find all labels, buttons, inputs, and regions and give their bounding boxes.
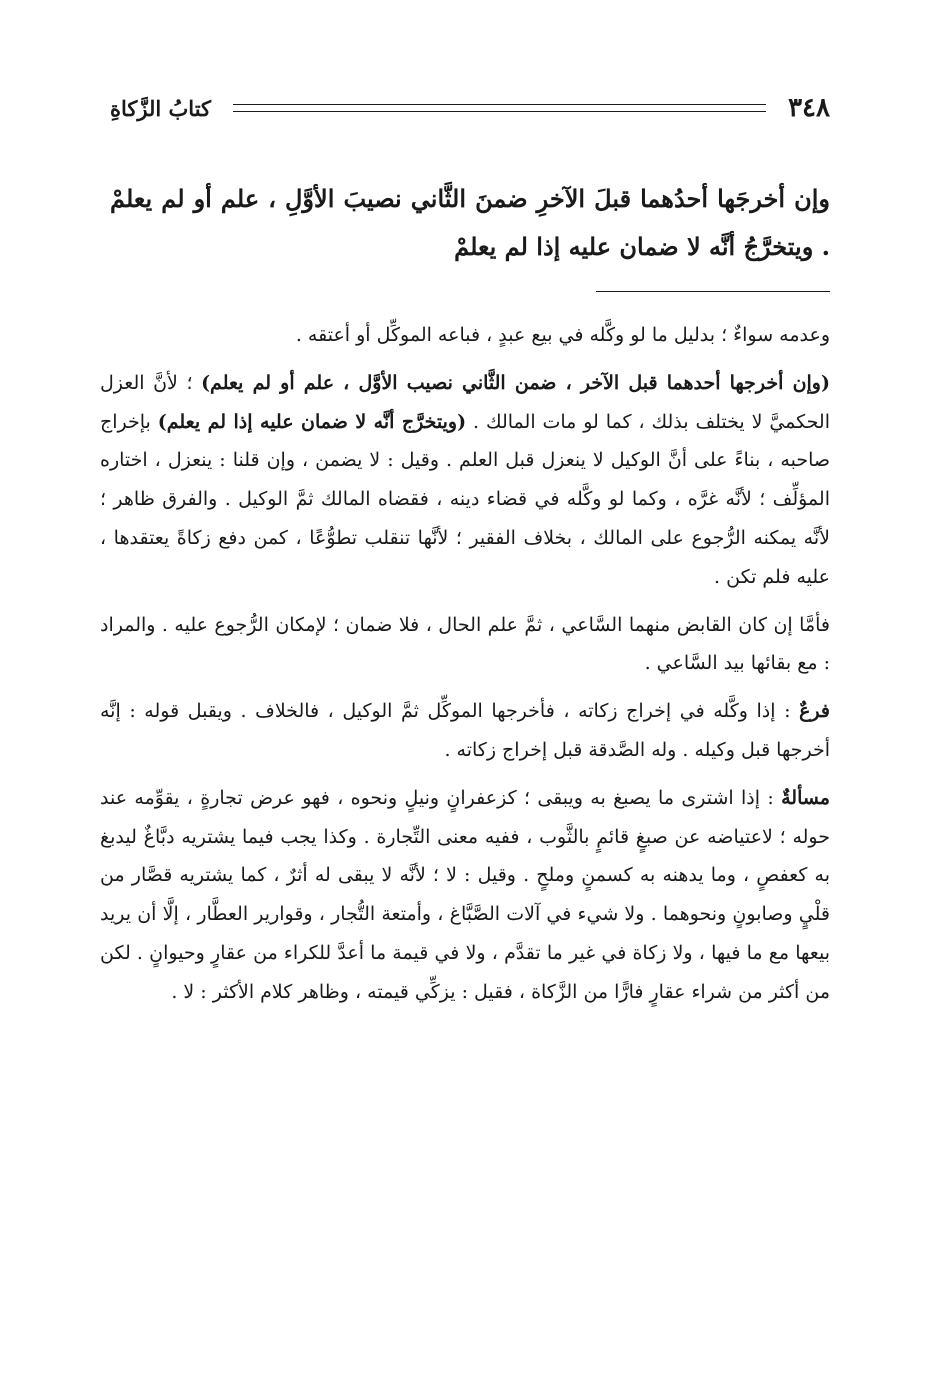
main-text: وإن أخرجَها أحدُهما قبلَ الآخرِ ضمنَ الثَّاني نصيبَ الأوَّلِ ، علم أو لم يعلمْ . ويتخرَّجُ أنَّه لا ضمان عليه إذا لم يعلمْ	[110, 184, 830, 261]
page-header	[110, 88, 830, 128]
commentary-paragraph-5	[100, 779, 830, 1012]
page-number: ٣٤٨	[788, 93, 830, 123]
header-rule	[233, 104, 766, 112]
commentary-paragraph-4	[100, 692, 830, 770]
commentary-text: : إذا اشترى ما يصبغ به ويبقى ؛ كزعفرانٍ ونيلٍ ونحوه ، فهو عرض تجارةٍ ، يقوِّمه عند حوله ؛ لاعتياضه عن صبغٍ قائمٍ بالثَّوب ، ففيه معنى التِّجارة . وكذا يجب فيما يشتريه دبَّاغٌ ليدبغ به كعفصٍ ، وما يدهنه به كسمنٍ وملحٍ . وقيل : لا ؛ لأنَّه لا يبقى له أثرٌ ، كما يشتريه قصَّار من قلْيٍ وصابونٍ ونحوهما . ولا شيء في آلات الصَّبَّاغ ، وأمتعة التُّجار ، وقوارير العطَّار ، إلَّا أن يريد بيعها مع ما فيها ، ولا زكاة في غير ما تقدَّم ، ولا في قيمة ما أعدَّ للكراء من عقارٍ وحيوانٍ . لكن من أكثر من شراء عقارٍ فارًّا من الزَّكاة ، فقيل : يزكِّي قيمته ، وظاهر كلام الأكثر : لا .	[100, 786, 830, 1003]
quoted-text: (وإن أخرجها أحدهما قبل الآخر ، ضمن الثَّاني نصيب الأوَّل ، علم أو لم يعلم)	[201, 371, 830, 394]
quoted-text: (ويتخرَّج أنَّه لا ضمان عليه إذا لم يعلم)	[157, 410, 467, 433]
commentary-paragraph-3: فأمَّا إن كان القابض منهما السَّاعي ، ثمَّ علم الحال ، فلا ضمان ؛ لإمكان الرُّجوع عليه . والمراد : مع بقائها بيد السَّاعي .	[100, 613, 830, 675]
section-lead: مسألةٌ	[781, 786, 830, 809]
commentary-paragraph-2	[100, 364, 830, 597]
book-title: كتابُ الزَّكاةِ	[110, 95, 212, 121]
commentary-text: ؛ لأنَّ العزل الحكميَّ لا يختلف بذلك ، كما لو مات المالك .	[100, 371, 830, 433]
commentary	[100, 316, 830, 1021]
commentary-paragraph-1: وعدمه سواءٌ ؛ بدليل ما لو وكَّله في بيع عبدٍ ، فباعه الموكِّل أو أعتقه .	[295, 324, 830, 346]
section-lead: فرعٌ	[799, 700, 830, 723]
commentary-text: : إذا وكَّله في إخراج زكاته ، فأخرجها الموكِّل ثمَّ الوكيل ، فالخلاف . ويقبل قوله : إنَّه أخرجها قبل وكيله . وله الصَّدقة قبل إخراج زكاته .	[100, 700, 830, 761]
commentary-text: بإخراج صاحبه ، بناءً على أنَّ الوكيل لا ينعزل قبل العلم . وقيل : لا يضمن ، وإن قلنا : ينعزل ، اختاره المؤلِّف ؛ لأنَّه غرَّه ، وكما لو وكَّله في قضاء دينه ، فقضاه المالك ثمَّ الوكيل . والفرق ظاهر ؛ لأنَّه يمكنه الرُّجوع على المالك ، بخلاف الفقير ؛ لأنَّها تنقلب تطوُّعًا ، كمن دفع زكاةً يعتقدها ، عليه فلم تكن .	[100, 410, 830, 588]
footnote-separator	[596, 291, 830, 292]
